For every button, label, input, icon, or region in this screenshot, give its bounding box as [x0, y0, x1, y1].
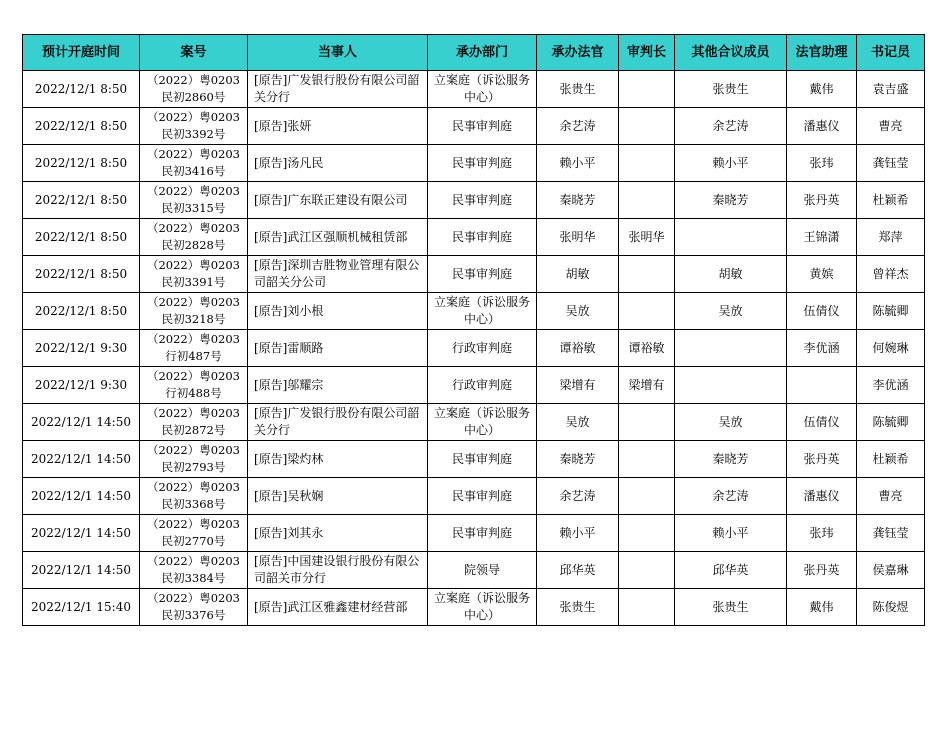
- judge-assistant: 张丹英: [787, 182, 857, 219]
- party-name: [原告]邬耀宗: [248, 367, 428, 404]
- presiding-judge: 梁增有: [537, 367, 619, 404]
- case-number: （2022）粤0203民初2872号: [140, 404, 248, 441]
- chief-judge: 张明华: [619, 219, 675, 256]
- court-clerk: 侯嘉琳: [857, 552, 925, 589]
- hearing-time: 2022/12/1 8:50: [23, 219, 140, 256]
- chief-judge: [619, 108, 675, 145]
- presiding-judge: 赖小平: [537, 145, 619, 182]
- presiding-judge: 秦晓芳: [537, 182, 619, 219]
- hearing-time: 2022/12/1 15:40: [23, 589, 140, 626]
- judge-assistant: 戴伟: [787, 589, 857, 626]
- chief-judge: [619, 589, 675, 626]
- presiding-judge: 余艺涛: [537, 478, 619, 515]
- table-row: [23, 367, 925, 404]
- table-row: [23, 145, 925, 182]
- header-assistant: 法官助理: [787, 35, 857, 71]
- hearing-time: 2022/12/1 9:30: [23, 367, 140, 404]
- header-clerk: 书记员: [857, 35, 925, 71]
- presiding-judge: 胡敏: [537, 256, 619, 293]
- hearing-time: 2022/12/1 8:50: [23, 71, 140, 108]
- party-name: [原告]广发银行股份有限公司韶关分行: [248, 71, 428, 108]
- department: 立案庭（诉讼服务中心）: [428, 589, 537, 626]
- panel-member: 秦晓芳: [675, 441, 787, 478]
- chief-judge: [619, 552, 675, 589]
- court-clerk: 龚钰莹: [857, 515, 925, 552]
- court-clerk: 杜颖希: [857, 441, 925, 478]
- party-name: [原告]刘小根: [248, 293, 428, 330]
- header-dept: 承办部门: [428, 35, 537, 71]
- header-time: 预计开庭时间: [23, 35, 140, 71]
- presiding-judge: 秦晓芳: [537, 441, 619, 478]
- header-other-members: 其他合议成员: [675, 35, 787, 71]
- case-number: （2022）粤0203民初3392号: [140, 108, 248, 145]
- header-party: 当事人: [248, 35, 428, 71]
- judge-assistant: 张玮: [787, 515, 857, 552]
- table-row: [23, 589, 925, 626]
- chief-judge: [619, 441, 675, 478]
- case-number: （2022）粤0203民初3376号: [140, 589, 248, 626]
- chief-judge: [619, 515, 675, 552]
- panel-member: 余艺涛: [675, 478, 787, 515]
- panel-member: 赖小平: [675, 145, 787, 182]
- department: 立案庭（诉讼服务中心）: [428, 293, 537, 330]
- department: 院领导: [428, 552, 537, 589]
- header-chief-judge: 审判长: [619, 35, 675, 71]
- case-number: （2022）粤0203民初3391号: [140, 256, 248, 293]
- case-number: （2022）粤0203行初487号: [140, 330, 248, 367]
- presiding-judge: 张明华: [537, 219, 619, 256]
- panel-member: 吴放: [675, 404, 787, 441]
- party-name: [原告]武江区强顺机械租赁部: [248, 219, 428, 256]
- chief-judge: 梁增有: [619, 367, 675, 404]
- panel-member: 吴放: [675, 293, 787, 330]
- party-name: [原告]刘其永: [248, 515, 428, 552]
- department: 立案庭（诉讼服务中心）: [428, 404, 537, 441]
- panel-member: [675, 367, 787, 404]
- chief-judge: [619, 478, 675, 515]
- court-clerk: 陈俊煜: [857, 589, 925, 626]
- chief-judge: [619, 404, 675, 441]
- table-row: [23, 515, 925, 552]
- table-row: [23, 108, 925, 145]
- table-row: [23, 552, 925, 589]
- hearing-time: 2022/12/1 14:50: [23, 515, 140, 552]
- presiding-judge: 张贵生: [537, 71, 619, 108]
- party-name: [原告]广发银行股份有限公司韶关分行: [248, 404, 428, 441]
- department: 民事审判庭: [428, 256, 537, 293]
- presiding-judge: 张贵生: [537, 589, 619, 626]
- presiding-judge: 余艺涛: [537, 108, 619, 145]
- chief-judge: [619, 145, 675, 182]
- hearing-time: 2022/12/1 14:50: [23, 478, 140, 515]
- judge-assistant: 黄嫔: [787, 256, 857, 293]
- case-number: （2022）粤0203民初2770号: [140, 515, 248, 552]
- header-judge: 承办法官: [537, 35, 619, 71]
- court-clerk: 陈毓卿: [857, 404, 925, 441]
- hearing-time: 2022/12/1 8:50: [23, 293, 140, 330]
- chief-judge: [619, 293, 675, 330]
- department: 民事审判庭: [428, 478, 537, 515]
- panel-member: [675, 330, 787, 367]
- chief-judge: 谭裕敏: [619, 330, 675, 367]
- case-number: （2022）粤0203民初3384号: [140, 552, 248, 589]
- department: 民事审判庭: [428, 108, 537, 145]
- court-clerk: 曹亮: [857, 478, 925, 515]
- case-number: （2022）粤0203民初2860号: [140, 71, 248, 108]
- presiding-judge: 吴放: [537, 404, 619, 441]
- judge-assistant: 张丹英: [787, 441, 857, 478]
- court-clerk: 陈毓卿: [857, 293, 925, 330]
- hearing-time: 2022/12/1 8:50: [23, 182, 140, 219]
- judge-assistant: 伍倩仪: [787, 404, 857, 441]
- table-row: [23, 256, 925, 293]
- case-number: （2022）粤0203民初2793号: [140, 441, 248, 478]
- party-name: [原告]梁灼林: [248, 441, 428, 478]
- party-name: [原告]广东联正建设有限公司: [248, 182, 428, 219]
- party-name: [原告]张妍: [248, 108, 428, 145]
- court-clerk: 袁吉盛: [857, 71, 925, 108]
- hearing-time: 2022/12/1 14:50: [23, 404, 140, 441]
- table-row: [23, 219, 925, 256]
- chief-judge: [619, 182, 675, 219]
- panel-member: 胡敏: [675, 256, 787, 293]
- header-case-no: 案号: [140, 35, 248, 71]
- judge-assistant: 潘惠仪: [787, 108, 857, 145]
- party-name: [原告]汤凡民: [248, 145, 428, 182]
- case-number: （2022）粤0203民初3218号: [140, 293, 248, 330]
- case-number: （2022）粤0203民初2828号: [140, 219, 248, 256]
- department: 行政审判庭: [428, 367, 537, 404]
- case-number: （2022）粤0203民初3368号: [140, 478, 248, 515]
- party-name: [原告]吴秋娴: [248, 478, 428, 515]
- panel-member: 余艺涛: [675, 108, 787, 145]
- table-row: [23, 441, 925, 478]
- judge-assistant: 张丹英: [787, 552, 857, 589]
- hearing-time: 2022/12/1 14:50: [23, 441, 140, 478]
- department: 民事审判庭: [428, 441, 537, 478]
- court-clerk: 曹亮: [857, 108, 925, 145]
- table-row: [23, 182, 925, 219]
- presiding-judge: 赖小平: [537, 515, 619, 552]
- presiding-judge: 谭裕敏: [537, 330, 619, 367]
- table-row: [23, 404, 925, 441]
- chief-judge: [619, 71, 675, 108]
- hearing-time: 2022/12/1 8:50: [23, 145, 140, 182]
- judge-assistant: 伍倩仪: [787, 293, 857, 330]
- panel-member: 邱华英: [675, 552, 787, 589]
- department: 民事审判庭: [428, 219, 537, 256]
- panel-member: 张贵生: [675, 71, 787, 108]
- court-clerk: 李优涵: [857, 367, 925, 404]
- judge-assistant: 潘惠仪: [787, 478, 857, 515]
- court-clerk: 曾祥杰: [857, 256, 925, 293]
- case-number: （2022）粤0203民初3416号: [140, 145, 248, 182]
- hearing-time: 2022/12/1 8:50: [23, 256, 140, 293]
- presiding-judge: 邱华英: [537, 552, 619, 589]
- panel-member: 赖小平: [675, 515, 787, 552]
- table-row: [23, 478, 925, 515]
- court-clerk: 龚钰莹: [857, 145, 925, 182]
- table-row: [23, 330, 925, 367]
- court-clerk: 杜颖希: [857, 182, 925, 219]
- hearing-time: 2022/12/1 8:50: [23, 108, 140, 145]
- party-name: [原告]深圳吉胜物业管理有限公司韶关分公司: [248, 256, 428, 293]
- department: 民事审判庭: [428, 515, 537, 552]
- department: 民事审判庭: [428, 182, 537, 219]
- hearing-time: 2022/12/1 9:30: [23, 330, 140, 367]
- department: 行政审判庭: [428, 330, 537, 367]
- presiding-judge: 吴放: [537, 293, 619, 330]
- party-name: [原告]武江区雅鑫建材经营部: [248, 589, 428, 626]
- case-number: （2022）粤0203行初488号: [140, 367, 248, 404]
- table-header-row: [23, 35, 925, 71]
- table-row: [23, 71, 925, 108]
- chief-judge: [619, 256, 675, 293]
- department: 民事审判庭: [428, 145, 537, 182]
- judge-assistant: 王锦潇: [787, 219, 857, 256]
- panel-member: 张贵生: [675, 589, 787, 626]
- panel-member: 秦晓芳: [675, 182, 787, 219]
- judge-assistant: 戴伟: [787, 71, 857, 108]
- party-name: [原告]雷顺路: [248, 330, 428, 367]
- table-row: [23, 293, 925, 330]
- case-number: （2022）粤0203民初3315号: [140, 182, 248, 219]
- department: 立案庭（诉讼服务中心）: [428, 71, 537, 108]
- panel-member: [675, 219, 787, 256]
- judge-assistant: [787, 367, 857, 404]
- party-name: [原告]中国建设银行股份有限公司韶关市分行: [248, 552, 428, 589]
- hearing-time: 2022/12/1 14:50: [23, 552, 140, 589]
- judge-assistant: 张玮: [787, 145, 857, 182]
- court-clerk: 郑萍: [857, 219, 925, 256]
- hearing-schedule-table: [22, 34, 925, 626]
- judge-assistant: 李优涵: [787, 330, 857, 367]
- court-clerk: 何婉琳: [857, 330, 925, 367]
